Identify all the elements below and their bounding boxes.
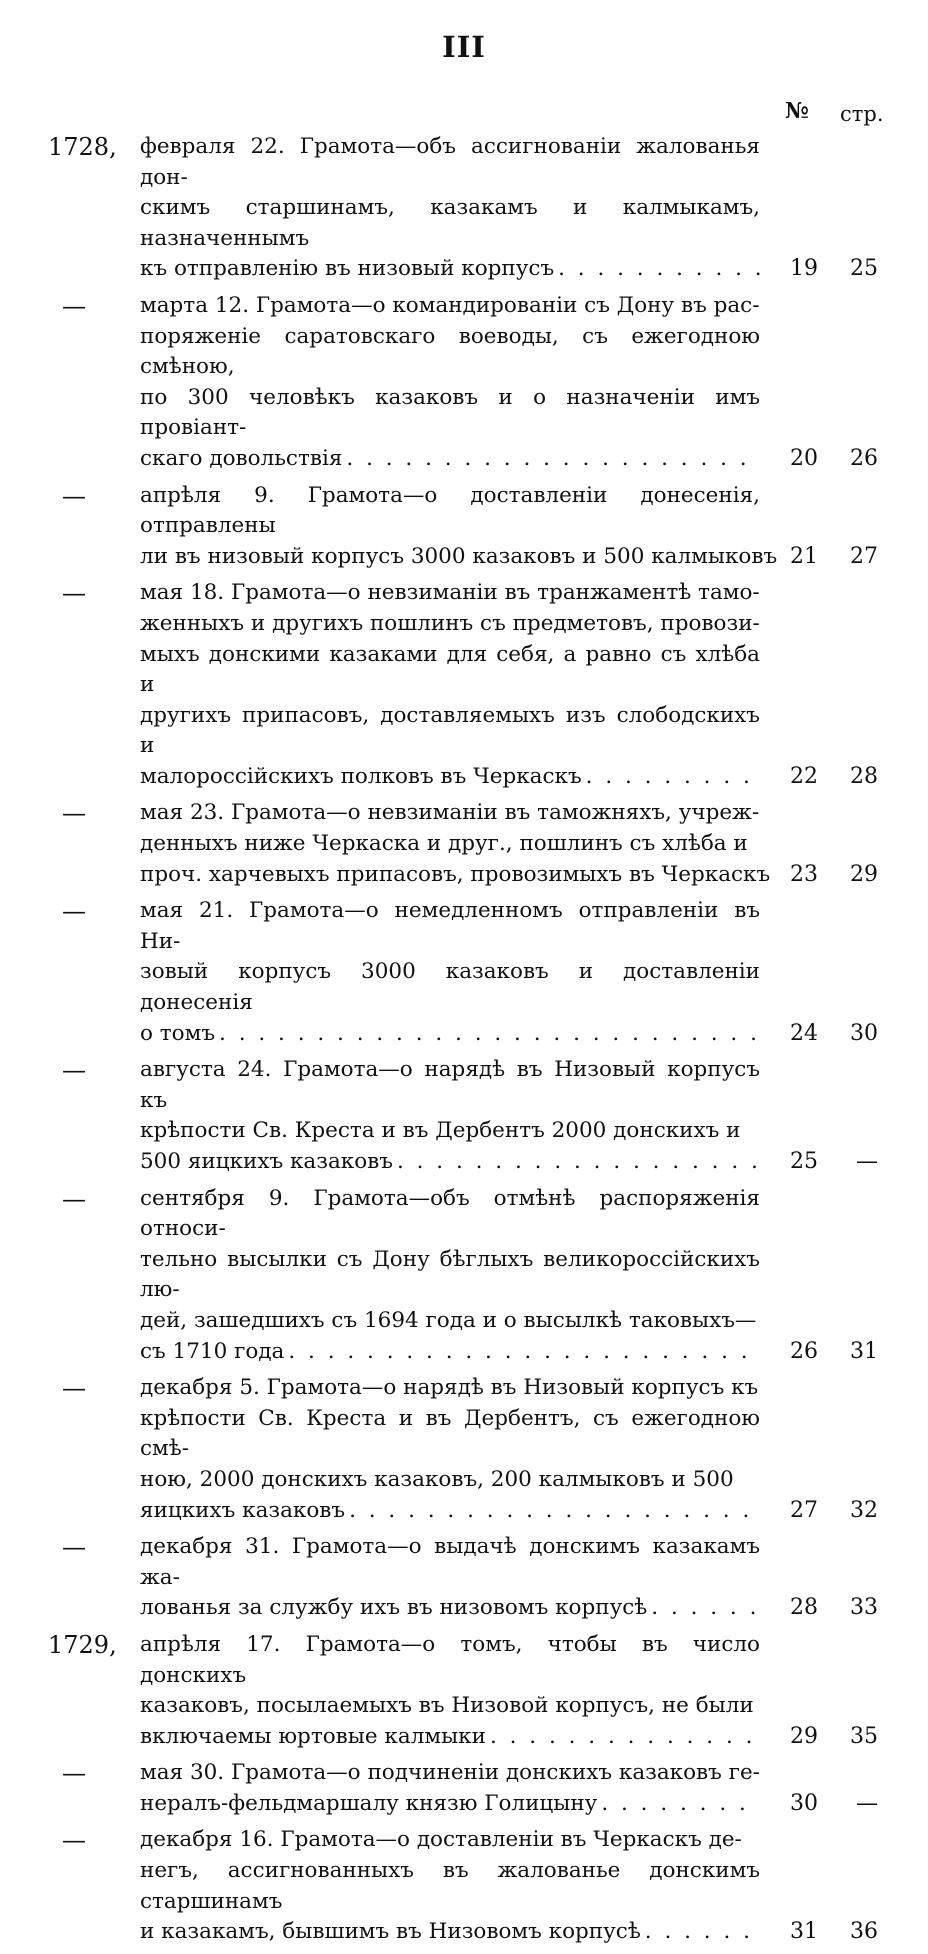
entry-line: мая 18. Грамота—о невзиманіи въ транжаментѣ тамо- xyxy=(140,580,760,606)
page-reference: 36 xyxy=(850,1919,878,1945)
dot-leader xyxy=(346,444,760,475)
entry-line: денныхъ ниже Черкаска и друг., пошлинъ съ хлѣба и xyxy=(140,831,748,857)
page-reference: 27 xyxy=(850,543,878,569)
entry-description xyxy=(140,1055,760,1177)
entry-line: декабря 5. Грамота—о нарядѣ въ Низовый корпусъ къ xyxy=(140,1375,759,1401)
entry-last-line xyxy=(140,1496,760,1527)
entry-description xyxy=(140,1758,760,1819)
page-number: III xyxy=(442,30,486,64)
page-reference: 28 xyxy=(850,763,878,789)
entry-last-line-text: нералъ-фельдмаршалу князю Голицыну xyxy=(140,1790,598,1816)
entry-line: февраля 22. Грамота—объ ассигнованіи жалованья дон- xyxy=(140,134,760,190)
dot-leader xyxy=(288,1337,760,1368)
contents-entry xyxy=(0,1825,928,1947)
page-reference: 35 xyxy=(850,1723,878,1749)
entry-description xyxy=(140,481,778,573)
page-reference: 29 xyxy=(850,861,878,887)
entry-last-line xyxy=(140,254,760,285)
contents-entry xyxy=(0,291,928,475)
entry-line: крѣпости Св. Креста и въ Дербентъ 2000 донскихъ и xyxy=(140,1118,741,1144)
entry-last-line xyxy=(140,1337,760,1368)
document-number: 25 xyxy=(790,1149,818,1174)
entry-line: крѣпости Св. Креста и въ Дербентъ, съ ежегодною смѣ- xyxy=(140,1405,760,1462)
entry-line: дей, зашедшихъ съ 1694 года и о высылкѣ таковыхъ— xyxy=(140,1307,757,1333)
entry-description xyxy=(140,1184,760,1368)
dot-leader xyxy=(490,1722,760,1753)
document-number: 24 xyxy=(790,1020,818,1046)
entry-line: мая 21. Грамота—о немедленномъ отправленіи въ Ни- xyxy=(140,898,760,954)
year-dash: — xyxy=(62,1759,86,1788)
year-dash: — xyxy=(62,1184,86,1213)
entry-last-line-text: къ отправленію въ низовый корпусъ xyxy=(140,256,555,282)
entry-line: апрѣля 9. Грамота—о доставленіи донесенія, отправлены xyxy=(140,482,760,539)
entry-line: ною, 2000 донскихъ казаковъ, 200 калмыковъ и 500 xyxy=(140,1466,734,1492)
entry-last-line-text: 500 яицкихъ казаковъ xyxy=(140,1149,393,1174)
document-number: 23 xyxy=(790,861,818,887)
entry-year: 1728, xyxy=(48,133,117,161)
entry-last-line-text: съ 1710 года xyxy=(140,1338,285,1364)
page-reference: 26 xyxy=(850,445,878,471)
entry-description xyxy=(140,1373,760,1526)
entry-last-line-text: о томъ xyxy=(140,1020,216,1046)
entry-last-line xyxy=(140,1789,760,1820)
dot-leader xyxy=(397,1147,760,1178)
entry-line: мыхъ донскими казаками для себя, а равно съ хлѣба и xyxy=(140,641,760,698)
contents-entry xyxy=(0,896,928,1049)
entry-description xyxy=(140,798,771,890)
entry-last-line xyxy=(140,1593,760,1624)
entry-description xyxy=(140,1630,760,1752)
dot-leader xyxy=(645,1917,760,1948)
entry-last-line xyxy=(140,1019,760,1050)
year-dash: — xyxy=(62,897,86,926)
year-dash: — xyxy=(62,291,86,320)
entry-line: тельно высылки съ Дону бѣглыхъ великороссійскихъ лю- xyxy=(140,1246,760,1303)
entry-year: 1729, xyxy=(48,1630,117,1659)
document-number: 26 xyxy=(790,1338,818,1364)
document-number: 29 xyxy=(790,1723,818,1749)
year-dash: — xyxy=(62,481,86,510)
entry-last-line xyxy=(140,1917,760,1948)
entry-line: декабря 16. Грамота—о доставленіи въ Черкаскъ де- xyxy=(140,1827,742,1853)
page-reference: 30 xyxy=(850,1020,878,1046)
year-dash: — xyxy=(62,1533,86,1562)
contents-entry xyxy=(0,578,928,792)
entry-last-line xyxy=(140,1147,760,1178)
entry-last-line-text: скаго довольствія xyxy=(140,445,343,471)
contents-entry xyxy=(0,1184,928,1368)
entry-description xyxy=(140,1825,760,1947)
entry-last-line-text: малороссійскихъ полковъ въ Черкаскъ xyxy=(140,763,582,789)
document-number: 22 xyxy=(790,763,818,789)
entry-line: августа 24. Грамота—о нарядѣ въ Низовый корпусъ къ xyxy=(140,1057,760,1113)
page-reference: 33 xyxy=(850,1595,878,1621)
contents-entry xyxy=(0,1532,928,1624)
entry-line: декабря 31. Грамота—о выдачѣ донскимъ казакамъ жа- xyxy=(140,1534,760,1590)
entry-last-line xyxy=(140,1722,760,1753)
number-column-header: № xyxy=(785,98,809,124)
contents-entry xyxy=(0,1630,928,1752)
contents-entry xyxy=(0,481,928,573)
contents-entry xyxy=(0,1055,928,1177)
dot-leader xyxy=(558,254,760,285)
entry-line: поряженіе саратовскаго воеводы, съ ежегодною смѣною, xyxy=(140,323,760,380)
entry-line: скимъ старшинамъ, казакамъ и калмыкамъ, назначеннымъ xyxy=(140,195,760,251)
entry-last-line-text: включаемы юртовые калмыки xyxy=(140,1723,486,1749)
entry-last-line-text: яицкихъ казаковъ xyxy=(140,1497,346,1523)
document-number: 19 xyxy=(790,256,818,282)
contents-list xyxy=(0,132,928,1954)
dot-leader xyxy=(349,1496,760,1527)
dot-leader xyxy=(601,1789,760,1820)
entry-line: женныхъ и другихъ пошлинъ съ предметовъ, провози- xyxy=(140,610,760,636)
dot-leader xyxy=(219,1019,760,1050)
document-number: 31 xyxy=(790,1919,818,1945)
entry-last-line-text: проч. харчевыхъ припасовъ, провозимыхъ въ Черкаскъ xyxy=(140,861,771,887)
entry-line: зовый корпусъ 3000 казаковъ и доставленіи донесенія xyxy=(140,959,760,1016)
dot-leader xyxy=(651,1593,760,1624)
entry-last-line xyxy=(140,762,760,793)
document-number: 21 xyxy=(790,543,818,569)
entry-last-line xyxy=(140,860,771,891)
entry-line: мая 30. Грамота—о подчиненіи донскихъ казаковъ ге- xyxy=(140,1760,760,1786)
entry-last-line xyxy=(140,444,760,475)
page-reference: 25 xyxy=(850,256,878,282)
entry-last-line-text: и казакамъ, бывшимъ въ Низовомъ корпусѣ xyxy=(140,1919,641,1945)
document-number: 28 xyxy=(790,1595,818,1621)
page-reference: 31 xyxy=(850,1338,878,1364)
entry-description xyxy=(140,291,760,475)
page-column-header: стр. xyxy=(840,102,884,126)
contents-entry xyxy=(0,1758,928,1819)
entry-line: марта 12. Грамота—о командированіи съ Дону въ рас- xyxy=(140,292,760,318)
document-number: 30 xyxy=(790,1790,818,1816)
year-dash: — xyxy=(62,579,86,608)
page-reference: 32 xyxy=(850,1497,878,1523)
contents-entry xyxy=(0,132,928,285)
entry-description xyxy=(140,1532,760,1624)
year-dash: — xyxy=(62,799,86,828)
entry-last-line xyxy=(140,542,778,573)
entry-description xyxy=(140,896,760,1049)
entry-last-line-text: ли въ низовый корпусъ 3000 казаковъ и 500 калмыковъ xyxy=(140,543,778,569)
entry-line: негъ, ассигнованныхъ въ жалованье донскимъ старшинамъ xyxy=(140,1858,760,1914)
document-number: 20 xyxy=(790,445,818,471)
entry-line: апрѣля 17. Грамота—о томъ, чтобы въ число донскихъ xyxy=(140,1631,760,1688)
contents-entry xyxy=(0,1373,928,1526)
entry-line: другихъ припасовъ, доставляемыхъ изъ слободскихъ и xyxy=(140,702,760,759)
year-dash: — xyxy=(62,1826,86,1855)
contents-entry xyxy=(0,798,928,890)
entry-line: казаковъ, посылаемыхъ въ Низовой корпусъ, не были xyxy=(140,1693,754,1719)
document-number: 27 xyxy=(790,1497,818,1523)
entry-line: по 300 человѣкъ казаковъ и о назначеніи имъ провіант- xyxy=(140,384,760,441)
year-dash: — xyxy=(62,1056,86,1085)
entry-last-line-text: лованья за службу ихъ въ низовомъ корпусѣ xyxy=(140,1595,648,1621)
entry-description xyxy=(140,132,760,285)
page-reference: — xyxy=(856,1790,878,1816)
entry-description xyxy=(140,578,760,792)
entry-line: мая 23. Грамота—о невзиманіи въ таможняхъ, учреж- xyxy=(140,800,760,826)
dot-leader xyxy=(586,762,760,793)
page-reference: — xyxy=(856,1149,878,1174)
year-dash: — xyxy=(62,1374,86,1403)
entry-line: сентября 9. Грамота—объ отмѣнѣ распоряженія относи- xyxy=(140,1185,760,1242)
